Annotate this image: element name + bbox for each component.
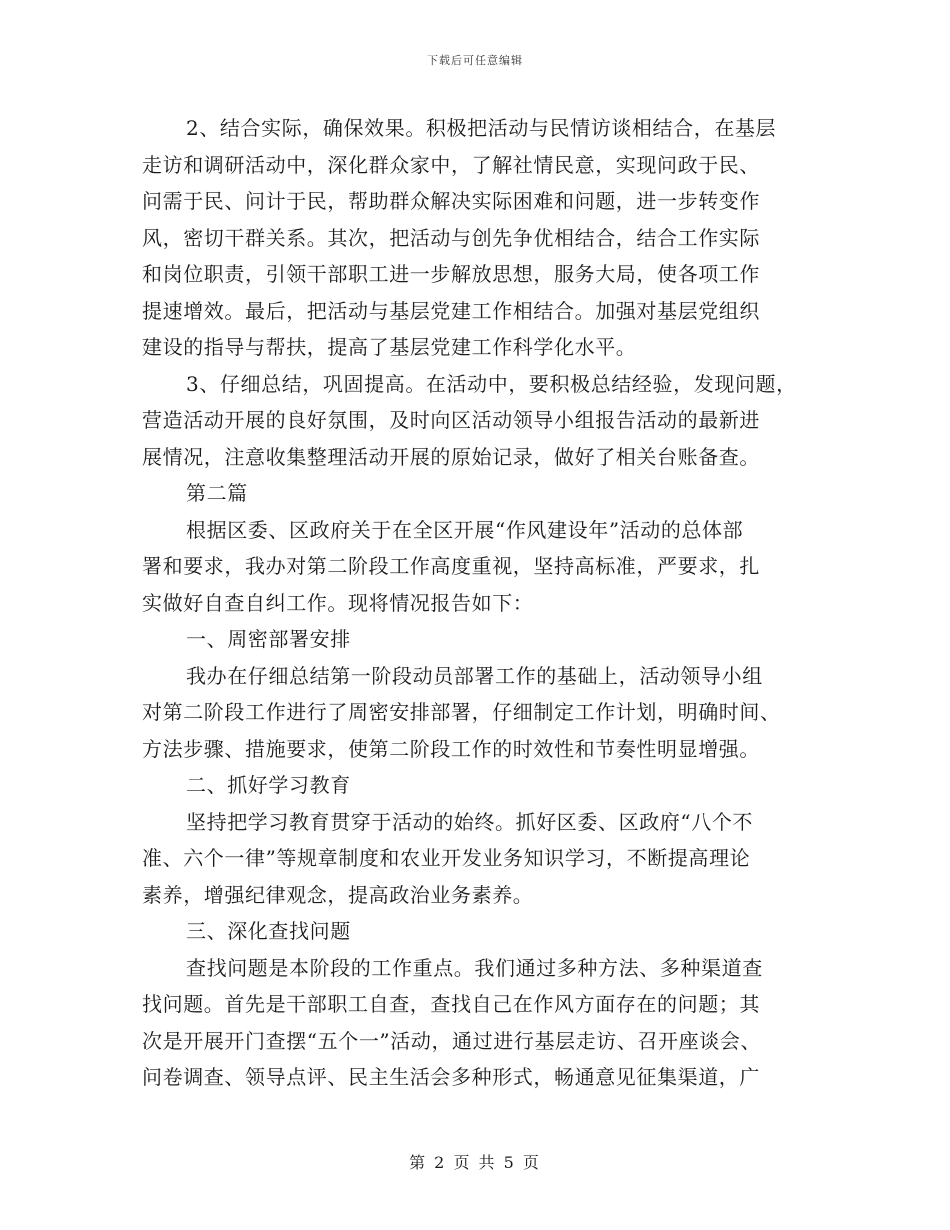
paragraph-line: 方法步骤、措施要求，使第二阶段工作的时效性和节奏性明显增强。 [142, 736, 760, 761]
paragraph-line: 查找问题是本阶段的工作重点。我们通过多种方法、多种渠道查 [186, 955, 763, 980]
paragraph-line: 2、结合实际，确保效果。积极把活动与民情访谈相结合，在基层 [186, 116, 777, 140]
paragraph-line: 营造活动开展的良好氛围，及时向区活动领导小组报告活动的最新进 [142, 408, 760, 432]
section-heading: 第二篇 [186, 481, 248, 505]
paragraph-line: 实做好自查自纠工作。现将情况报告如下： [142, 590, 534, 615]
section-heading: 三、深化查找问题 [186, 919, 351, 943]
paragraph-line: 展情况，注意收集整理活动开展的原始记录，做好了相关台账备查。 [142, 444, 760, 469]
paragraph-line: 建设的指导与帮扶，提高了基层党建工作科学化水平。 [142, 335, 637, 359]
paragraph-line: 根据区委、区政府关于在全区开展“作风建设年”活动的总体部 [186, 517, 744, 542]
paragraph-line: 问需于民、问计于民，帮助群众解决实际困难和问题，进一步转变作 [142, 189, 760, 213]
paragraph-line: 署和要求，我办对第二阶段工作高度重视，坚持高标准，严要求，扎 [142, 554, 760, 578]
paragraph-line: 次是开展开门查摆“五个一”活动，通过进行基层走访、召开座谈会、 [142, 1028, 762, 1053]
paragraph-line: 找问题。首先是干部职工自查，查找自己在作风方面存在的问题；其 [142, 992, 760, 1016]
paragraph-line: 对第二阶段工作进行了周密安排部署，仔细制定工作计划，明确时间、 [142, 700, 781, 724]
paragraph-line: 准、六个一律”等规章制度和农业开发业务知识学习，不断提高理论 [142, 846, 751, 870]
paragraph-line: 问卷调查、领导点评、民主生活会多种形式，畅通意见征集渠道，广 [142, 1065, 760, 1089]
section-heading: 二、抓好学习教育 [186, 773, 351, 797]
paragraph-line: 坚持把学习教育贯穿于活动的始终。抓好区委、区政府“八个不 [186, 809, 754, 834]
paragraph-line: 走访和调研活动中，深化群众家中，了解社情民意，实现问政于民、 [142, 152, 760, 177]
paragraph-line: 3、仔细总结，巩固提高。在活动中，要积极总结经验，发现问题， [186, 371, 797, 396]
document-body [142, 110, 822, 1096]
paragraph-line: 素养，增强纪律观念，提高政治业务素养。 [142, 882, 534, 907]
paragraph-line: 风，密切干群关系。其次，把活动与创先争优相结合，结合工作实际 [142, 225, 760, 250]
paragraph-line: 提速增效。最后，把活动与基层党建工作相结合。加强对基层党组织 [142, 298, 760, 323]
page-header-note: 下载后可任意编辑 [427, 54, 523, 67]
page-number: 第 2 页 共 5 页 [409, 1153, 541, 1172]
section-heading: 一、周密部署安排 [186, 627, 351, 651]
paragraph-line: 和岗位职责，引领干部职工进一步解放思想，服务大局，使各项工作 [142, 262, 760, 286]
paragraph-line: 我办在仔细总结第一阶段动员部署工作的基础上，活动领导小组 [186, 663, 763, 688]
